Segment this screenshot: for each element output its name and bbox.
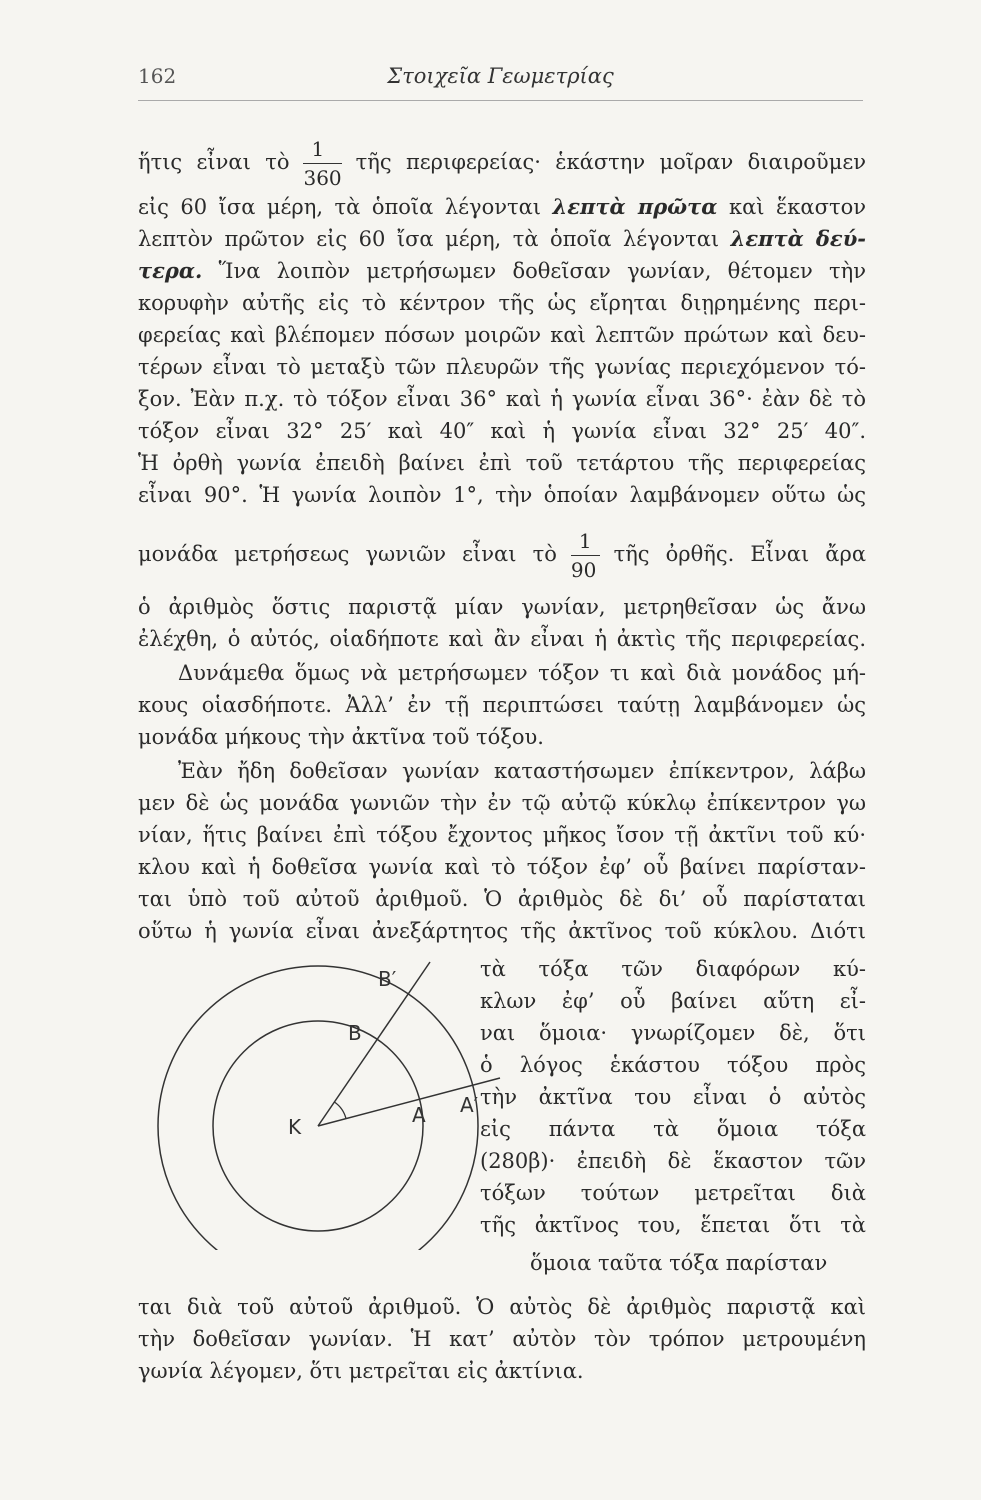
text-line: ναι ὅμοια· γνωρίζομεν δὲ, ὅτι bbox=[480, 1021, 866, 1045]
fraction-1-360: $\frac{1}{360}$ bbox=[303, 137, 342, 190]
text-line: ξον. Ἐὰν π.χ. τὸ τόξον εἶναι 36° καὶ ἡ γωνία εἶναι 36°· ἐὰν δὲ τὸ bbox=[138, 387, 866, 411]
label-B: B bbox=[348, 1021, 362, 1045]
text-line: μονάδα μετρήσεως γωνιῶν εἶναι τὸ $\frac{1}{90}$ τῆς ὀρθῆς. Εἶναι ἄρα bbox=[138, 529, 866, 582]
text-line: μεν δὲ ὡς μονάδα γωνιῶν τὴν ἐν τῷ αὐτῷ κύκλῳ ἐπίκεντρον γω bbox=[138, 791, 866, 815]
figure-svg bbox=[140, 950, 520, 1250]
running-title: Στοιχεῖα Γεωμετρίας bbox=[387, 64, 614, 88]
text-line: τῆς ἀκτῖνος του, ἕπεται ὅτι τὰ bbox=[480, 1213, 866, 1237]
fraction-1-90: $\frac{1}{90}$ bbox=[571, 530, 600, 581]
angle-arc bbox=[334, 1102, 346, 1119]
text-line: κλου καὶ ἡ δοθεῖσα γωνία καὶ τὸ τόξον ἐφ’ οὗ βαίνει παρίσταν- bbox=[138, 855, 866, 879]
text-line: ται ὑπὸ τοῦ αὐτοῦ ἀριθμοῦ. Ὁ ἀριθμὸς δὲ δι’ οὗ παρίσταται bbox=[138, 887, 866, 911]
text-line: ὁ ἀριθμὸς ὅστις παριστᾷ μίαν γωνίαν, μετρηθεῖσαν ὡς ἄνω bbox=[138, 595, 866, 619]
text-line: κορυφὴν αὐτῆς εἰς τὸ κέντρον τῆς ὡς εἴρηται διῃρημένης περι- bbox=[138, 291, 866, 315]
text-line: τερα. Ἵνα λοιπὸν μετρήσωμεν δοθεῖσαν γωνίαν, θέτομεν τὴν bbox=[138, 258, 866, 283]
text-line: οὕτω ἡ γωνία εἶναι ἀνεξάρτητος τῆς ἀκτῖνος τοῦ κύκλου. Διότι bbox=[138, 919, 866, 943]
text-line: τόξων τούτων μετρεῖται διὰ bbox=[480, 1181, 866, 1205]
text-line: τόξον εἶναι 32° 25′ καὶ 40″ καὶ ἡ γωνία εἶναι 32° 25′ 40″. bbox=[138, 419, 866, 443]
text-line: Δυνάμεθα ὅμως νὰ μετρήσωμεν τόξον τι καὶ διὰ μονάδος μή- bbox=[178, 661, 866, 685]
text-line: Ἡ ὀρθὴ γωνία ἐπειδὴ βαίνει ἐπὶ τοῦ τετάρτου τῆς περιφερείας bbox=[138, 451, 866, 475]
text-line: γωνία λέγομεν, ὅτι μετρεῖται εἰς ἀκτίνια. bbox=[138, 1359, 584, 1383]
outer-circle bbox=[158, 966, 478, 1250]
text-line: (280β)· ἐπειδὴ δὲ ἕκαστον τῶν bbox=[480, 1149, 866, 1173]
text-line: τὴν ἀκτῖνα του εἶναι ὁ αὐτὸς bbox=[480, 1085, 866, 1109]
text-line: λεπτὸν πρῶτον εἰς 60 ἴσα μέρη, τὰ ὁποῖα λέγονται λεπτὰ δεύ- bbox=[138, 226, 866, 251]
text-line: εἰς 60 ἴσα μέρη, τὰ ὁποῖα λέγονται λεπτὰ πρῶτα καὶ ἕκαστον bbox=[138, 194, 866, 219]
text-line: ἥτις εἶναι τὸ $\frac{1}{360}$ τῆς περιφερείας· ἑκάστην μοῖραν διαιροῦμεν bbox=[138, 137, 866, 190]
text-line: τὴν δοθεῖσαν γωνίαν. Ἡ κατ’ αὐτὸν τὸν τρόπον μετρουμένη bbox=[138, 1327, 866, 1351]
text-line: νίαν, ἥτις βαίνει ἐπὶ τόξου ἔχοντος μῆκος ἴσον τῇ ἀκτῖνι τοῦ κύ· bbox=[138, 823, 866, 847]
text-line: κλων ἐφ’ οὗ βαίνει αὕτη εἶ- bbox=[480, 989, 866, 1013]
text-line: τὰ τόξα τῶν διαφόρων κύ- bbox=[480, 957, 866, 981]
text-line: φερείας καὶ βλέπομεν πόσων μοιρῶν καὶ λεπτῶν πρώτων καὶ δευ- bbox=[138, 323, 866, 347]
concentric-circles-figure bbox=[140, 950, 520, 1250]
page-header bbox=[138, 64, 863, 100]
label-A: A bbox=[412, 1103, 426, 1127]
page-number: 162 bbox=[138, 64, 177, 88]
text-line: τέρων εἶναι τὸ μεταξὺ τῶν πλευρῶν τῆς γωνίας περιεχόμενον τό- bbox=[138, 355, 866, 379]
label-K: K bbox=[288, 1115, 302, 1139]
header-rule bbox=[138, 100, 863, 101]
text-line: ται διὰ τοῦ αὐτοῦ ἀριθμοῦ. Ὁ αὐτὸς δὲ ἀριθμὸς παριστᾷ καὶ bbox=[138, 1295, 866, 1319]
text-line: Ἐὰν ἤδη δοθεῖσαν γωνίαν καταστήσωμεν ἐπίκεντρον, λάβω bbox=[178, 759, 866, 783]
label-A-prime: A′ bbox=[460, 1093, 479, 1117]
text-line: ἐλέχθη, ὁ αὐτός, οἱαδήποτε καὶ ἂν εἶναι ἡ ἀκτὶς τῆς περιφερείας. bbox=[138, 627, 866, 651]
text-line: εἶναι 90°. Ἡ γωνία λοιπὸν 1°, τὴν ὁποίαν λαμβάνομεν οὕτω ὡς bbox=[138, 483, 866, 507]
text-line: εἰς πάντα τὰ ὅμοια τόξα bbox=[480, 1117, 866, 1141]
text-line: μονάδα μήκους τὴν ἀκτῖνα τοῦ τόξου. bbox=[138, 725, 544, 749]
text-line: κους οἱασδήποτε. Ἀλλ’ ἐν τῇ περιπτώσει ταύτῃ λαμβάνομεν ὡς bbox=[138, 693, 866, 717]
label-B-prime: B′ bbox=[378, 967, 397, 991]
text-line: ὅμοια ταῦτα τόξα παρίσταν bbox=[530, 1251, 828, 1275]
text-line: ὁ λόγος ἑκάστου τόξου πρὸς bbox=[480, 1053, 866, 1077]
